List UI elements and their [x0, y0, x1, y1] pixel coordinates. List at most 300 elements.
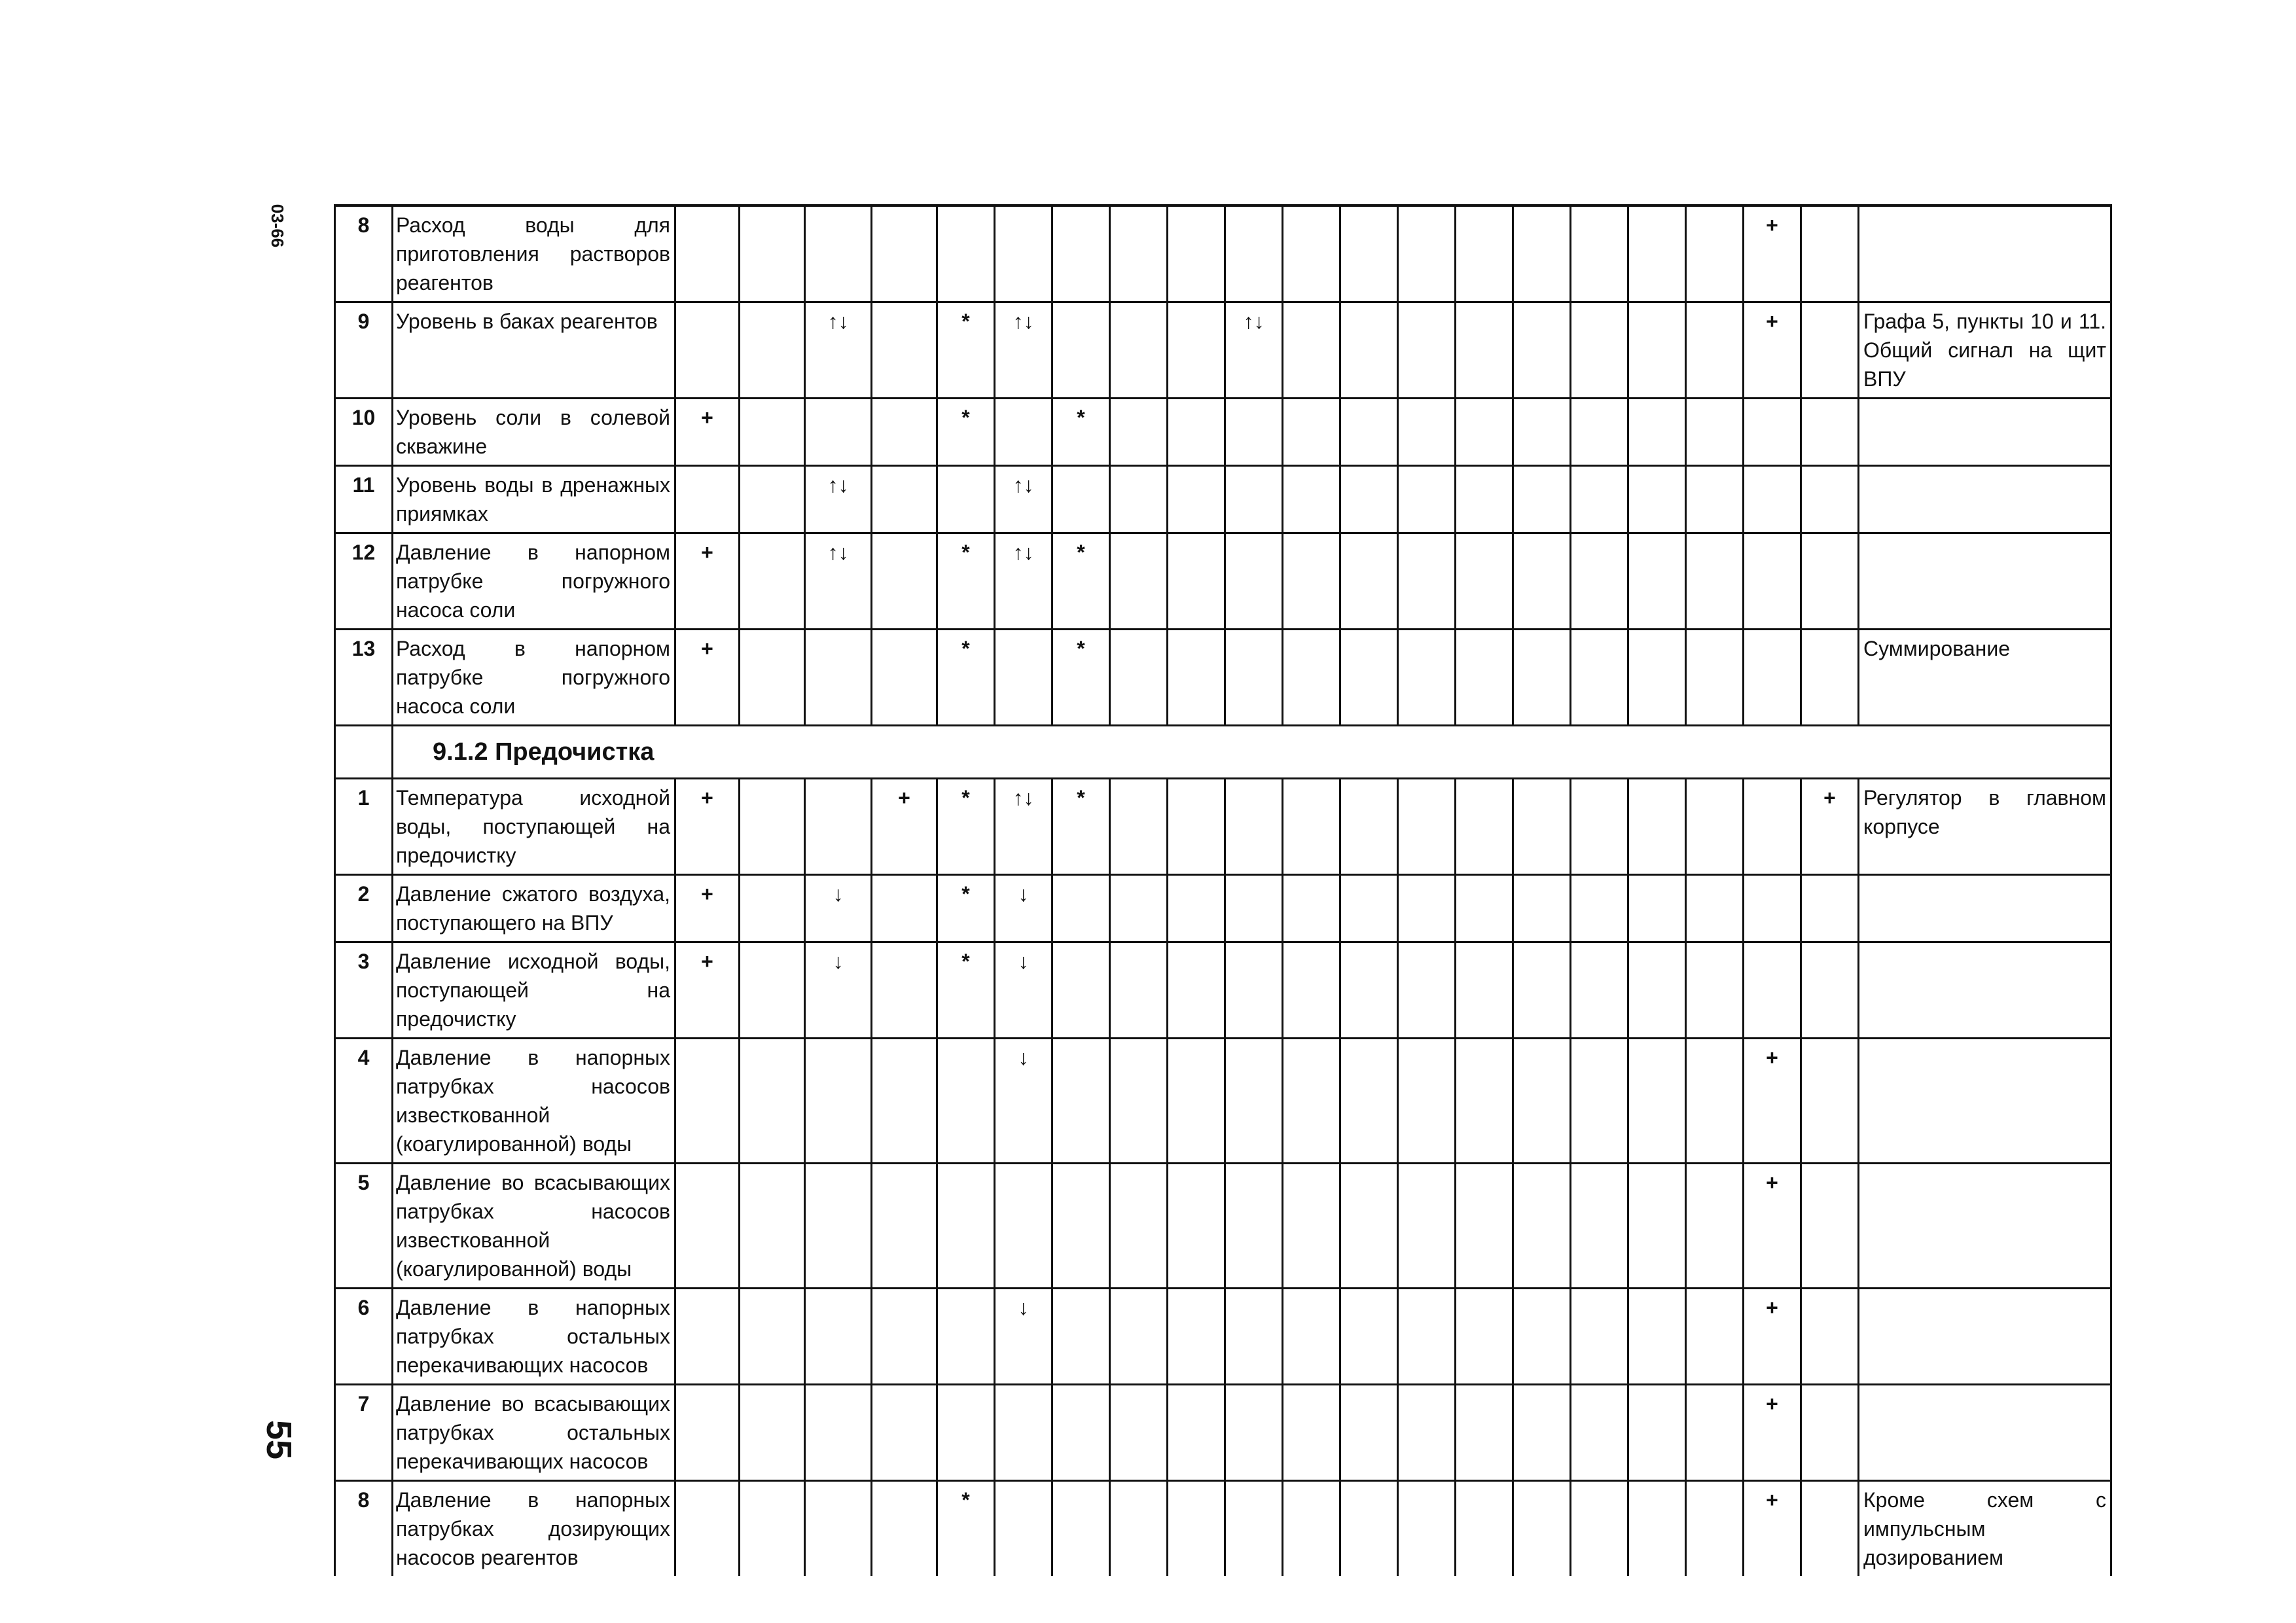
- mark-cell: [1801, 1385, 1859, 1481]
- mark-cell: [872, 302, 937, 399]
- mark-cell: ↑↓: [805, 466, 872, 533]
- mark-cell: [1283, 466, 1340, 533]
- mark-cell: [1686, 942, 1744, 1039]
- parameter-name: Расход воды для приготовления растворов реагентов: [393, 205, 675, 302]
- note-cell: [1859, 466, 2111, 533]
- mark-cell: [675, 1289, 740, 1385]
- mark-cell: [1110, 779, 1168, 875]
- mark-cell: [1744, 466, 1801, 533]
- mark-cell: [1628, 1039, 1686, 1164]
- mark-cell: [1686, 875, 1744, 942]
- mark-cell: [1801, 1481, 1859, 1577]
- mark-cell: [675, 466, 740, 533]
- mark-cell: [872, 630, 937, 726]
- mark-cell: [872, 533, 937, 630]
- mark-cell: [1340, 1039, 1398, 1164]
- mark-cell: [1283, 1289, 1340, 1385]
- row-number: 10: [335, 399, 393, 466]
- mark-cell: [1052, 1039, 1110, 1164]
- mark-cell: +: [1744, 1385, 1801, 1481]
- signals-table: [334, 204, 2112, 1576]
- mark-cell: [1686, 533, 1744, 630]
- mark-cell: [1686, 399, 1744, 466]
- mark-cell: *: [1052, 399, 1110, 466]
- mark-cell: [1571, 1039, 1628, 1164]
- mark-cell: [1456, 630, 1513, 726]
- mark-cell: [1801, 533, 1859, 630]
- mark-cell: [1052, 1385, 1110, 1481]
- mark-cell: [1340, 942, 1398, 1039]
- mark-cell: [1110, 302, 1168, 399]
- mark-cell: [1225, 1039, 1283, 1164]
- mark-cell: ↓: [995, 1039, 1052, 1164]
- mark-cell: [805, 399, 872, 466]
- mark-cell: [1340, 1481, 1398, 1577]
- parameter-name: Давление в напорных патрубках остальных перекачивающих насосов: [393, 1289, 675, 1385]
- mark-cell: [1225, 205, 1283, 302]
- mark-cell: ↑↓: [805, 302, 872, 399]
- mark-cell: [1744, 533, 1801, 630]
- mark-cell: ↓: [805, 942, 872, 1039]
- mark-cell: *: [1052, 533, 1110, 630]
- mark-cell: [1744, 399, 1801, 466]
- mark-cell: [1628, 302, 1686, 399]
- mark-cell: [1168, 942, 1225, 1039]
- mark-cell: [1052, 1289, 1110, 1385]
- mark-cell: [1571, 1289, 1628, 1385]
- mark-cell: [1110, 1289, 1168, 1385]
- mark-cell: [1571, 533, 1628, 630]
- mark-cell: [1110, 1164, 1168, 1289]
- parameter-name: Уровень воды в дренажных приямках: [393, 466, 675, 533]
- table-row: [335, 1385, 2111, 1481]
- mark-cell: *: [937, 399, 995, 466]
- parameter-name: Давление в напорных патрубках насосов известкованной (коагулированной) воды: [393, 1039, 675, 1164]
- parameter-name: Уровень соли в солевой скважине: [393, 399, 675, 466]
- parameter-name: Давление исходной воды, поступающей на предочистку: [393, 942, 675, 1039]
- table-row: [335, 399, 2111, 466]
- parameter-name: Давление в напорных патрубках дозирующих насосов реагентов: [393, 1481, 675, 1577]
- mark-cell: [1456, 1164, 1513, 1289]
- note-cell: Кроме схем с импульсным дозированием: [1859, 1481, 2111, 1577]
- mark-cell: [1801, 875, 1859, 942]
- mark-cell: [675, 1164, 740, 1289]
- mark-cell: +: [675, 875, 740, 942]
- mark-cell: [1283, 1164, 1340, 1289]
- mark-cell: [1283, 942, 1340, 1039]
- row-number: 9: [335, 302, 393, 399]
- mark-cell: +: [675, 942, 740, 1039]
- mark-cell: +: [1744, 302, 1801, 399]
- parameter-name: Давление в напорном патрубке погружного насоса соли: [393, 533, 675, 630]
- mark-cell: [872, 466, 937, 533]
- mark-cell: ↑↓: [1225, 302, 1283, 399]
- mark-cell: [1513, 875, 1571, 942]
- mark-cell: [872, 875, 937, 942]
- mark-cell: *: [937, 779, 995, 875]
- mark-cell: [1628, 779, 1686, 875]
- mark-cell: [1052, 875, 1110, 942]
- mark-cell: [1340, 302, 1398, 399]
- mark-cell: [675, 205, 740, 302]
- mark-cell: [1340, 1289, 1398, 1385]
- mark-cell: [1168, 399, 1225, 466]
- mark-cell: [1398, 399, 1456, 466]
- mark-cell: [1513, 1164, 1571, 1289]
- mark-cell: [1225, 533, 1283, 630]
- mark-cell: [1456, 399, 1513, 466]
- page-number: 55: [259, 1419, 298, 1460]
- mark-cell: [1398, 205, 1456, 302]
- mark-cell: [1686, 779, 1744, 875]
- mark-cell: [1686, 205, 1744, 302]
- mark-cell: [1513, 1289, 1571, 1385]
- mark-cell: [1110, 1385, 1168, 1481]
- mark-cell: [1168, 533, 1225, 630]
- parameter-name: Уровень в баках реагентов: [393, 302, 675, 399]
- mark-cell: [872, 1385, 937, 1481]
- mark-cell: +: [675, 779, 740, 875]
- mark-cell: [1571, 875, 1628, 942]
- mark-cell: [1398, 630, 1456, 726]
- mark-cell: [740, 630, 805, 726]
- mark-cell: [1571, 942, 1628, 1039]
- mark-cell: [1225, 1289, 1283, 1385]
- row-number: 6: [335, 1289, 393, 1385]
- mark-cell: [1686, 1289, 1744, 1385]
- mark-cell: [1225, 779, 1283, 875]
- row-number: 13: [335, 630, 393, 726]
- mark-cell: [1225, 942, 1283, 1039]
- note-cell: [1859, 533, 2111, 630]
- mark-cell: [1744, 779, 1801, 875]
- mark-cell: [1398, 466, 1456, 533]
- mark-cell: [675, 302, 740, 399]
- mark-cell: [1168, 205, 1225, 302]
- note-cell: [1859, 942, 2111, 1039]
- table-row: [335, 302, 2111, 399]
- mark-cell: [1628, 1289, 1686, 1385]
- mark-cell: [1110, 205, 1168, 302]
- mark-cell: [1513, 1481, 1571, 1577]
- mark-cell: [805, 1164, 872, 1289]
- mark-cell: [1225, 875, 1283, 942]
- mark-cell: [872, 942, 937, 1039]
- mark-cell: [1571, 302, 1628, 399]
- row-number: 8: [335, 1481, 393, 1577]
- mark-cell: [1168, 875, 1225, 942]
- mark-cell: [937, 205, 995, 302]
- mark-cell: [1052, 302, 1110, 399]
- mark-cell: [1744, 942, 1801, 1039]
- mark-cell: [995, 205, 1052, 302]
- mark-cell: [740, 1385, 805, 1481]
- mark-cell: [1283, 630, 1340, 726]
- mark-cell: [1398, 1039, 1456, 1164]
- mark-cell: [1571, 466, 1628, 533]
- mark-cell: [1628, 466, 1686, 533]
- mark-cell: *: [937, 302, 995, 399]
- mark-cell: ↓: [995, 942, 1052, 1039]
- mark-cell: [1340, 533, 1398, 630]
- mark-cell: [1686, 466, 1744, 533]
- note-cell: Суммирование: [1859, 630, 2111, 726]
- mark-cell: [1225, 1481, 1283, 1577]
- mark-cell: [1340, 779, 1398, 875]
- mark-cell: [937, 466, 995, 533]
- mark-cell: [872, 1289, 937, 1385]
- mark-cell: [1628, 875, 1686, 942]
- mark-cell: [1225, 630, 1283, 726]
- table-row: [335, 779, 2111, 875]
- mark-cell: [1283, 205, 1340, 302]
- mark-cell: [1513, 302, 1571, 399]
- section-number-cell: [335, 726, 393, 779]
- mark-cell: ↓: [805, 875, 872, 942]
- mark-cell: [1168, 1385, 1225, 1481]
- table-body-part-1: [335, 205, 2111, 726]
- mark-cell: [1456, 302, 1513, 399]
- mark-cell: [805, 1385, 872, 1481]
- mark-cell: [740, 205, 805, 302]
- mark-cell: [1398, 942, 1456, 1039]
- mark-cell: [805, 1481, 872, 1577]
- mark-cell: [1686, 630, 1744, 726]
- mark-cell: [1801, 399, 1859, 466]
- mark-cell: [995, 1481, 1052, 1577]
- mark-cell: [1052, 466, 1110, 533]
- mark-cell: [872, 399, 937, 466]
- table-body-part-2: [335, 779, 2111, 1577]
- mark-cell: [1513, 533, 1571, 630]
- note-cell: [1859, 1385, 2111, 1481]
- mark-cell: [740, 466, 805, 533]
- mark-cell: ↑↓: [805, 533, 872, 630]
- mark-cell: +: [1744, 1039, 1801, 1164]
- parameter-name: Температура исходной воды, поступающей на предочистку: [393, 779, 675, 875]
- mark-cell: [1398, 533, 1456, 630]
- mark-cell: [740, 1164, 805, 1289]
- mark-cell: *: [937, 875, 995, 942]
- mark-cell: *: [1052, 630, 1110, 726]
- mark-cell: [1686, 302, 1744, 399]
- mark-cell: [1398, 875, 1456, 942]
- table-row: [335, 533, 2111, 630]
- mark-cell: ↑↓: [995, 533, 1052, 630]
- mark-cell: [1168, 630, 1225, 726]
- table-row: [335, 1039, 2111, 1164]
- mark-cell: [1513, 205, 1571, 302]
- mark-cell: [1686, 1039, 1744, 1164]
- mark-cell: [1628, 399, 1686, 466]
- mark-cell: [805, 205, 872, 302]
- mark-cell: [1801, 1289, 1859, 1385]
- mark-cell: [740, 1481, 805, 1577]
- mark-cell: [1340, 1164, 1398, 1289]
- mark-cell: [1628, 1481, 1686, 1577]
- mark-cell: [805, 1289, 872, 1385]
- parameter-name: Давление сжатого воздуха, поступающего на ВПУ: [393, 875, 675, 942]
- mark-cell: ↑↓: [995, 779, 1052, 875]
- mark-cell: [1801, 942, 1859, 1039]
- mark-cell: [805, 779, 872, 875]
- mark-cell: [872, 1164, 937, 1289]
- note-cell: Графа 5, пункты 10 и 11. Общий сигнал на щит ВПУ: [1859, 302, 2111, 399]
- mark-cell: [1283, 302, 1340, 399]
- mark-cell: [1110, 630, 1168, 726]
- mark-cell: [937, 1164, 995, 1289]
- mark-cell: [1225, 399, 1283, 466]
- mark-cell: [1168, 302, 1225, 399]
- row-number: 12: [335, 533, 393, 630]
- mark-cell: [1571, 1385, 1628, 1481]
- document-code: 03-66: [268, 204, 288, 248]
- mark-cell: [1628, 205, 1686, 302]
- mark-cell: [1456, 942, 1513, 1039]
- mark-cell: ↑↓: [995, 466, 1052, 533]
- mark-cell: [1398, 1164, 1456, 1289]
- mark-cell: [1110, 466, 1168, 533]
- mark-cell: [1283, 1039, 1340, 1164]
- mark-cell: [1052, 1164, 1110, 1289]
- mark-cell: [1801, 205, 1859, 302]
- mark-cell: [1168, 1039, 1225, 1164]
- mark-cell: [740, 302, 805, 399]
- mark-cell: [740, 533, 805, 630]
- mark-cell: [872, 1481, 937, 1577]
- mark-cell: [1628, 942, 1686, 1039]
- mark-cell: [1168, 1289, 1225, 1385]
- note-cell: Регулятор в главном корпусе: [1859, 779, 2111, 875]
- mark-cell: [1398, 302, 1456, 399]
- table-row: [335, 630, 2111, 726]
- mark-cell: [1052, 1481, 1110, 1577]
- mark-cell: [1340, 630, 1398, 726]
- mark-cell: [1744, 875, 1801, 942]
- table-row: [335, 1164, 2111, 1289]
- mark-cell: [740, 942, 805, 1039]
- mark-cell: +: [675, 399, 740, 466]
- mark-cell: [1686, 1385, 1744, 1481]
- mark-cell: [1283, 779, 1340, 875]
- mark-cell: [1571, 630, 1628, 726]
- mark-cell: [1628, 1385, 1686, 1481]
- mark-cell: [1340, 205, 1398, 302]
- mark-cell: [937, 1039, 995, 1164]
- mark-cell: [1571, 205, 1628, 302]
- mark-cell: [1110, 875, 1168, 942]
- mark-cell: [1283, 533, 1340, 630]
- mark-cell: [1744, 630, 1801, 726]
- row-number: 7: [335, 1385, 393, 1481]
- mark-cell: [1398, 1385, 1456, 1481]
- mark-cell: +: [1744, 1164, 1801, 1289]
- row-number: 5: [335, 1164, 393, 1289]
- mark-cell: [1801, 1164, 1859, 1289]
- note-cell: [1859, 1164, 2111, 1289]
- mark-cell: ↓: [995, 875, 1052, 942]
- section-title: 9.1.2 Предочистка: [393, 726, 2111, 779]
- parameter-name: Давление во всасывающих патрубках насосов известкованной (коагулированной) воды: [393, 1164, 675, 1289]
- mark-cell: [1052, 205, 1110, 302]
- mark-cell: [1801, 630, 1859, 726]
- row-number: 4: [335, 1039, 393, 1164]
- mark-cell: [1225, 1164, 1283, 1289]
- parameter-name: Давление во всасывающих патрубках остальных перекачивающих насосов: [393, 1385, 675, 1481]
- mark-cell: +: [1744, 1289, 1801, 1385]
- mark-cell: [1340, 875, 1398, 942]
- row-number: 2: [335, 875, 393, 942]
- mark-cell: [1456, 1481, 1513, 1577]
- mark-cell: [937, 1289, 995, 1385]
- table-row: [335, 205, 2111, 302]
- mark-cell: [1110, 1481, 1168, 1577]
- mark-cell: [675, 1039, 740, 1164]
- mark-cell: [1168, 779, 1225, 875]
- mark-cell: [1801, 302, 1859, 399]
- note-cell: [1859, 1039, 2111, 1164]
- mark-cell: *: [937, 630, 995, 726]
- table-row: [335, 875, 2111, 942]
- mark-cell: [1110, 399, 1168, 466]
- mark-cell: [1456, 875, 1513, 942]
- mark-cell: [1628, 630, 1686, 726]
- mark-cell: [1168, 1481, 1225, 1577]
- mark-cell: [1110, 1039, 1168, 1164]
- mark-cell: [1513, 399, 1571, 466]
- mark-cell: [1513, 630, 1571, 726]
- mark-cell: *: [937, 942, 995, 1039]
- note-cell: [1859, 399, 2111, 466]
- mark-cell: [740, 875, 805, 942]
- mark-cell: [740, 399, 805, 466]
- mark-cell: [1340, 1385, 1398, 1481]
- note-cell: [1859, 205, 2111, 302]
- mark-cell: [1628, 533, 1686, 630]
- row-number: 11: [335, 466, 393, 533]
- mark-cell: [1398, 1481, 1456, 1577]
- mark-cell: [740, 779, 805, 875]
- mark-cell: [805, 1039, 872, 1164]
- mark-cell: ↑↓: [995, 302, 1052, 399]
- mark-cell: [1052, 942, 1110, 1039]
- mark-cell: [1456, 1385, 1513, 1481]
- mark-cell: +: [1801, 779, 1859, 875]
- row-number: 3: [335, 942, 393, 1039]
- mark-cell: *: [937, 1481, 995, 1577]
- table-row: [335, 942, 2111, 1039]
- mark-cell: [805, 630, 872, 726]
- mark-cell: [1456, 1039, 1513, 1164]
- note-cell: [1859, 875, 2111, 942]
- table-row: [335, 1289, 2111, 1385]
- mark-cell: [1571, 779, 1628, 875]
- mark-cell: +: [1744, 1481, 1801, 1577]
- table-row: [335, 1481, 2111, 1577]
- mark-cell: [1168, 1164, 1225, 1289]
- mark-cell: *: [937, 533, 995, 630]
- mark-cell: [740, 1289, 805, 1385]
- mark-cell: [995, 1164, 1052, 1289]
- mark-cell: [1513, 942, 1571, 1039]
- note-cell: [1859, 1289, 2111, 1385]
- mark-cell: [1571, 1164, 1628, 1289]
- mark-cell: [1110, 533, 1168, 630]
- mark-cell: [1513, 1039, 1571, 1164]
- mark-cell: [1456, 533, 1513, 630]
- mark-cell: [1801, 1039, 1859, 1164]
- parameter-name: Расход в напорном патрубке погружного насоса соли: [393, 630, 675, 726]
